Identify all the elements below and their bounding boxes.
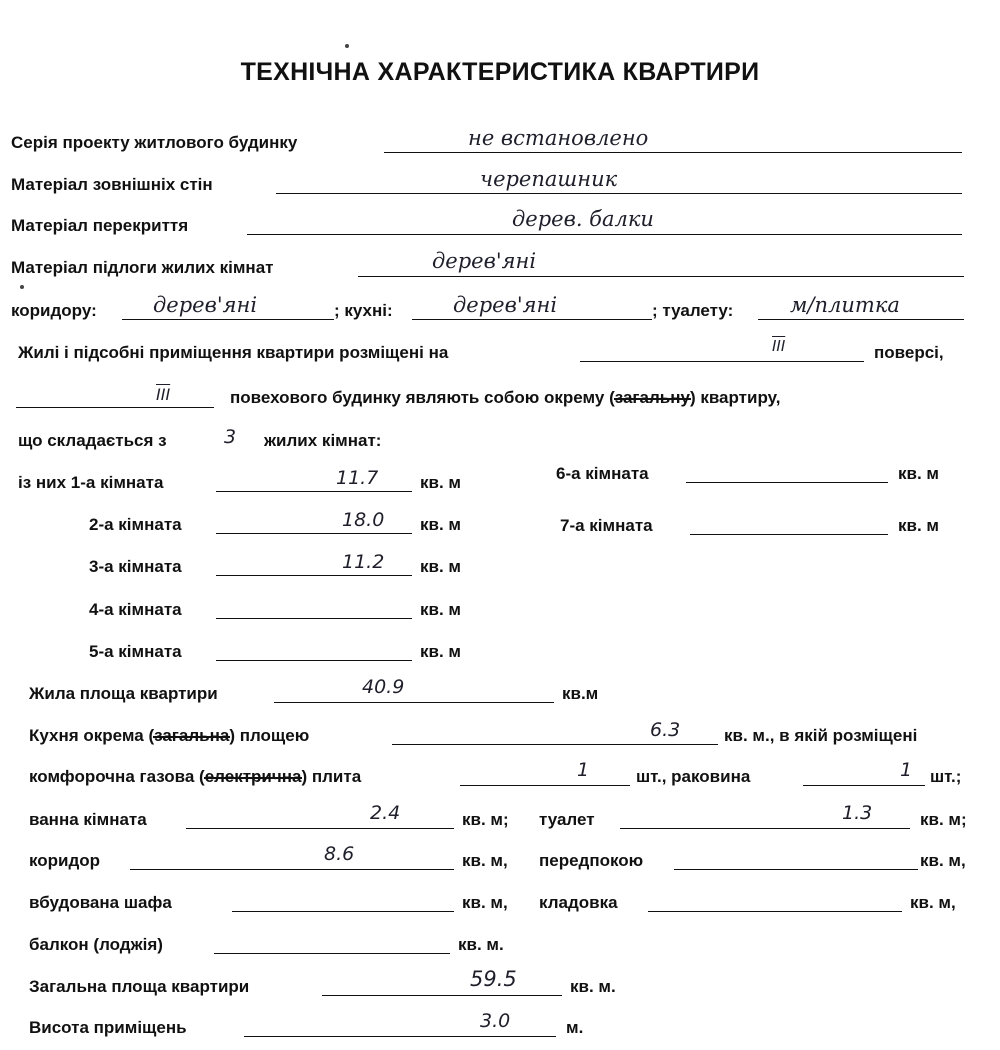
corridor-floor-value: дерев'яні	[153, 293, 258, 317]
room5-unit: кв. м	[420, 642, 461, 661]
floor-label: Матеріал підлоги жилих кімнат	[11, 258, 274, 277]
room5-label: 5-а кімната	[89, 642, 182, 661]
corr-label: коридор	[29, 851, 101, 870]
kitchen-floor-line	[412, 319, 652, 320]
ceiling-value: дерев. балки	[512, 207, 654, 231]
sink-value: 1	[900, 759, 913, 781]
walls-value: черепашник	[480, 167, 618, 191]
room7-line	[690, 534, 888, 535]
room6-unit: кв. м	[898, 464, 939, 483]
corr-line	[130, 869, 454, 870]
kitchen-unit: кв. м., в якій розміщені	[724, 726, 918, 745]
wc-label: туалет	[539, 810, 595, 829]
toilet-floor-value: м/плитка	[790, 293, 900, 317]
toilet-floor-line	[758, 319, 964, 320]
rooms-count: 3	[224, 426, 237, 448]
floor-number-value: ІІІ	[772, 337, 786, 355]
corr-unit: кв. м,	[462, 851, 508, 870]
living-line	[274, 702, 554, 703]
floor-line	[358, 276, 964, 277]
total-label: Загальна площа квартири	[29, 977, 250, 996]
stove-value: 1	[577, 759, 590, 781]
hall-unit: кв. м,	[920, 851, 966, 870]
living-value: 40.9	[362, 676, 405, 698]
walls-label: Матеріал зовнішніх стін	[11, 175, 213, 194]
rooms-text-b: жилих кімнат:	[264, 431, 382, 450]
total-value: 59.5	[470, 967, 517, 991]
struck-electric: електрична	[204, 767, 302, 786]
hall-line	[674, 869, 918, 870]
bath-unit: кв. м;	[462, 810, 509, 829]
rooms-text-a: що складається з	[18, 431, 167, 450]
scan-speck	[345, 44, 349, 48]
room4-label: 4-а кімната	[89, 600, 182, 619]
storeys-line	[16, 407, 214, 408]
room6-line	[686, 482, 888, 483]
pantry-line	[648, 911, 902, 912]
page-title: ТЕХНІЧНА ХАРАКТЕРИСТИКА КВАРТИРИ	[240, 58, 760, 86]
balcony-unit: кв. м.	[458, 935, 504, 954]
room4-line	[216, 618, 412, 619]
wardrobe-label: вбудована шафа	[29, 893, 172, 912]
kitchen-floor-value: дерев'яні	[453, 293, 558, 317]
living-label: Жила площа квартири	[29, 684, 218, 703]
sink-pcs: шт.;	[930, 767, 962, 786]
walls-line	[276, 193, 962, 194]
living-unit: кв.м	[562, 684, 599, 703]
located-label: Жилі і підсобні приміщення квартири розміщені на	[18, 343, 449, 362]
balcony-line	[214, 953, 450, 954]
pantry-unit: кв. м,	[910, 893, 956, 912]
wc-line	[620, 828, 910, 829]
room2-unit: кв. м	[420, 515, 461, 534]
bath-value: 2.4	[370, 802, 401, 824]
room1-line	[216, 491, 412, 492]
room3-line	[216, 575, 412, 576]
stove-line	[460, 785, 630, 786]
struck-common-kitchen: загальна	[154, 726, 230, 745]
room2-label: 2-а кімната	[89, 515, 182, 534]
kitchen-floor-label: ; кухні:	[334, 301, 393, 320]
room1-label: із них 1-а кімната	[18, 473, 164, 492]
room3-label: 3-а кімната	[89, 557, 182, 576]
wc-unit: кв. м;	[920, 810, 967, 829]
room2-line	[216, 533, 412, 534]
total-unit: кв. м.	[570, 977, 616, 996]
hall-label: передпокою	[539, 851, 644, 870]
kitchen-label: Кухня окрема (загальна) площею	[29, 726, 310, 745]
room7-unit: кв. м	[898, 516, 939, 535]
corr-value: 8.6	[324, 843, 355, 865]
corridor-floor-label: коридору:	[11, 301, 97, 320]
room1-value: 11.7	[336, 467, 379, 489]
balcony-label: балкон (лоджія)	[29, 935, 163, 954]
floor-suffix: поверсі,	[874, 343, 944, 362]
height-value: 3.0	[480, 1010, 511, 1032]
height-unit: м.	[566, 1018, 584, 1037]
ceiling-line	[247, 234, 962, 235]
kitchen-line	[392, 744, 718, 745]
floor-number-line	[580, 361, 864, 362]
height-label: Висота приміщень	[29, 1018, 187, 1037]
room2-value: 18.0	[342, 509, 385, 531]
wc-value: 1.3	[842, 802, 873, 824]
series-value: не встановлено	[468, 126, 649, 150]
total-line	[322, 995, 562, 996]
corridor-floor-line	[122, 319, 334, 320]
wardrobe-line	[232, 911, 454, 912]
scan-speck	[20, 285, 24, 289]
bath-line	[186, 828, 454, 829]
storeys-value: ІІІ	[156, 385, 171, 404]
pantry-label: кладовка	[539, 893, 618, 912]
ceiling-label: Матеріал перекриття	[11, 216, 189, 235]
stove-label: комфорочна газова (електрична) плита	[29, 767, 362, 786]
kitchen-value: 6.3	[650, 719, 681, 741]
stove-pcs: шт., раковина	[636, 767, 751, 786]
toilet-floor-label: ; туалету:	[652, 301, 734, 320]
room5-line	[216, 660, 412, 661]
floor-value: дерев'яні	[432, 249, 537, 273]
building-text: повехового будинку являють собою окрему (загальну) квартиру,	[230, 388, 781, 407]
struck-common: загальну	[614, 388, 690, 407]
height-line	[244, 1036, 556, 1037]
series-label: Серія проекту житлового будинку	[11, 133, 298, 152]
wardrobe-unit: кв. м,	[462, 893, 508, 912]
room3-unit: кв. м	[420, 557, 461, 576]
room7-label: 7-а кімната	[560, 516, 653, 535]
room3-value: 11.2	[342, 551, 385, 573]
bath-label: ванна кімната	[29, 810, 147, 829]
room4-unit: кв. м	[420, 600, 461, 619]
room6-label: 6-а кімната	[556, 464, 649, 483]
room1-unit: кв. м	[420, 473, 461, 492]
sink-line	[803, 785, 925, 786]
series-line	[384, 152, 962, 153]
